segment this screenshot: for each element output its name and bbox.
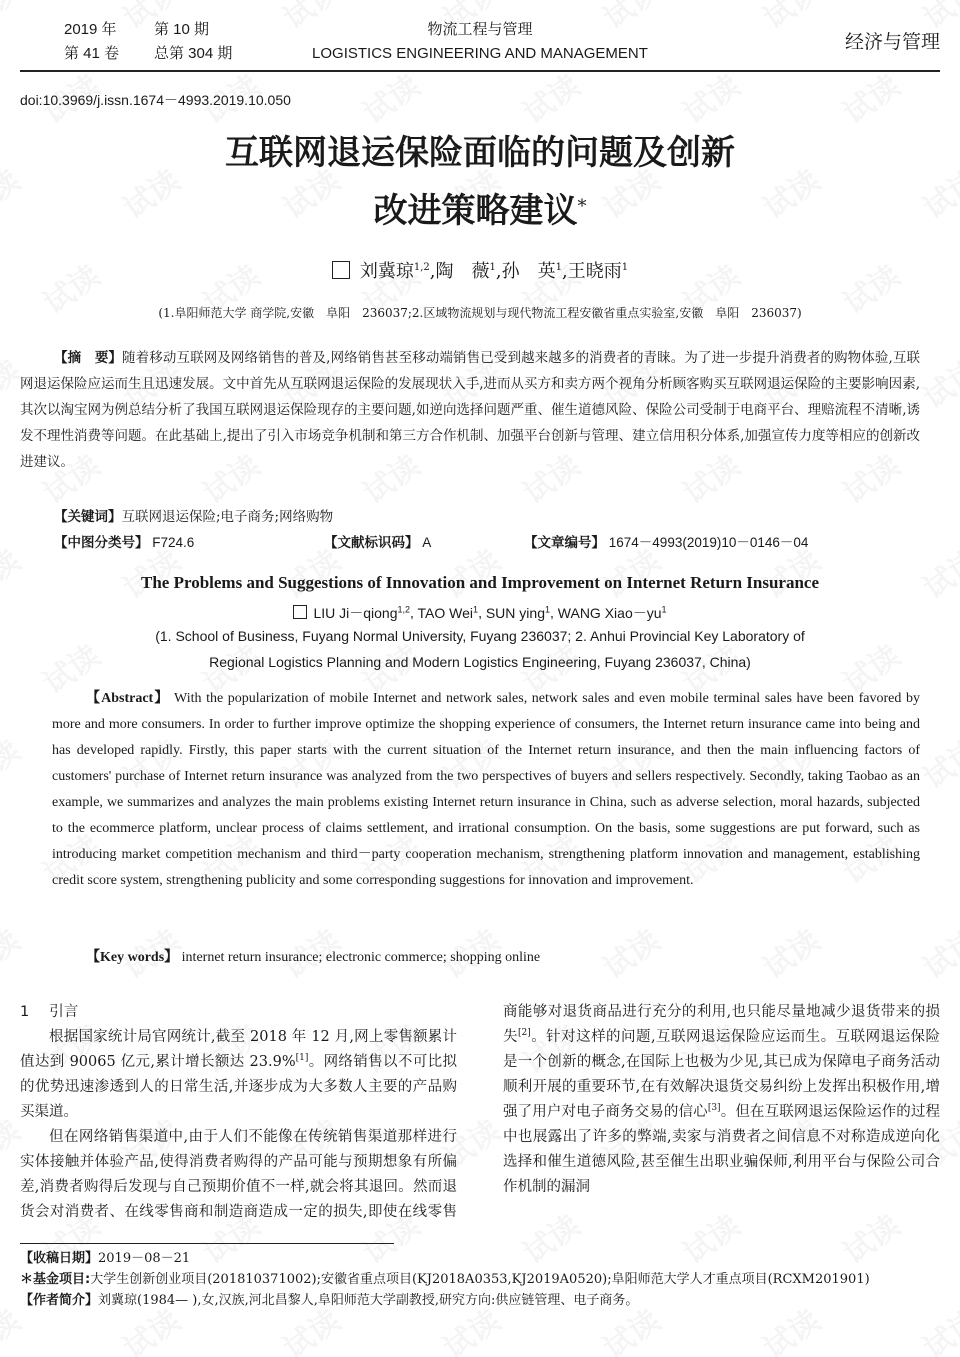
footnotes [20, 1248, 940, 1311]
abstract-cn-label: 【摘 要】 [54, 350, 123, 366]
journal-name-en: LOGISTICS ENGINEERING AND MANAGEMENT [312, 45, 648, 62]
watermark-text [593, 917, 667, 987]
citation[interactable]: [1] [295, 1053, 309, 1064]
affiliation-en-line-2: Regional Logistics Planning and Modern Logistics Engineering, Fuyang 236037, China) [209, 654, 751, 670]
square-icon [293, 605, 307, 619]
title-line-2: 改进策略建议 [373, 191, 578, 231]
citation[interactable]: [3] [707, 1103, 721, 1114]
watermark-text [0, 917, 27, 987]
watermark-text [0, 0, 27, 37]
watermark-text [0, 727, 27, 797]
section-number: 1 [20, 1004, 30, 1020]
section-name: 经济与管理 [844, 31, 940, 53]
author-en: LIU Ji－qiong$^{1,2}$ [313, 604, 411, 621]
author-list-en: LIU Ji－qiong$^{1,2}$, TAO Wei$^1$, SUN ying$^1$, WANG $Xiao-yu^1$ [0, 598, 960, 624]
affiliation: (1.阜阳师范大学 商学院,安徽 阜阳 236037;2.区域物流规划与现代物流工程安徽省重点实验室,安徽 阜阳 236037) [158, 306, 802, 320]
issue-year: 2019 年 [64, 21, 117, 38]
citation[interactable]: [2] [517, 1028, 531, 1039]
abstract-en [52, 686, 920, 894]
watermark-text [353, 62, 427, 132]
received-value: 2019－08－21 [98, 1251, 191, 1266]
affiliation-en [40, 623, 920, 675]
square-icon [332, 261, 350, 279]
issue-number: 第 10 期 [154, 21, 210, 38]
body-paragraph [20, 1025, 457, 1125]
issue-info [64, 18, 232, 66]
author-bio-label: 【作者简介】 [20, 1293, 99, 1308]
keywords-en-label: 【Key words】 [86, 950, 179, 965]
footnote-divider [20, 1243, 394, 1244]
watermark-text [673, 62, 747, 132]
author-en: SUN ying$^1$ [485, 604, 550, 621]
watermark-text [913, 917, 960, 987]
author: 王晓雨$^1$ [567, 261, 629, 282]
abstract-en-label: 【Abstract】 [86, 691, 170, 706]
classification-row [54, 532, 934, 554]
fund-value: 大学生创新创业项目(201810371002);安徽省重点项目(KJ2018A0353,KJ2019A0520);阜阳师范大学人才重点项目(RCXM201901) [90, 1272, 870, 1287]
clc-label: 【中图分类号】 [54, 535, 149, 551]
section-title: 引言 [49, 1004, 79, 1020]
author-bio-value: 刘冀琼(1984— ),女,汉族,河北昌黎人,阜阳师范大学副教授,研究方向:供应链管理、电子商务。 [98, 1293, 639, 1308]
title-line-1: 互联网退运保险面临的问题及创新 [225, 133, 735, 173]
author-en: TAO Wei$^1$ [417, 604, 479, 621]
keywords-en [86, 947, 540, 969]
paragraph-2-text-a: 但在网络销售渠道中,由于人们不能像在传统销售渠道那样进行实体接触并体验产品,使得消费者购得的产品可能与预期想象有所偏差,消费者购得后发现与自己预期价值不一样,就会将其退回。然而退货会对消费者、在线零售商和制造商造成一定的损失,即使在线零售商能够对退货商品进行充分的利用,也只能尽量地减少退货带来的损失 [20, 1004, 940, 1220]
journal-name [270, 18, 690, 66]
article-no-label: 【文章编号】 [524, 535, 605, 551]
keywords-cn [54, 506, 333, 528]
author: 孙 英$^1$ [501, 261, 562, 282]
received-label: 【收稿日期】 [20, 1251, 99, 1266]
affiliation-en-line-1: (1. School of Business, Fuyang Normal University, Fuyang 236037; 2. Anhui Provincial Key Laboratory of [155, 628, 805, 644]
body-columns [20, 1000, 940, 1232]
title-footnote-marker: * [577, 196, 587, 217]
header-divider [20, 70, 940, 72]
abstract-en-text: With the popularization of mobile Internet and network sales, network sales and even mobile terminal sales have been favored by more and more consumers. In order to further improve optimize the shopping experience of consumers, the Internet return insurance came into being and has developed rapidly. Firstly, this paper starts with the current situation of the Internet return insurance, and then the main influencing factors of customers' purchase of Internet return insurance was analyzed from the two perspectives of buyers and sellers respectively. Secondly, taking Taobao as an example, we summarizes and analyzes the main problems existing Internet return insurance in China, such as adverse selection, moral hazards, subjected to the ecommerce platform, unclear process of claims settlement, and irrational consumption. On the basis, some suggestions are put forward, such as introducing market competition mechanism and third－party cooperation mechanism, strengthening platform innovation and management, establishing credit score system, strengthening publicity and some corresponding suggestions for innovation and improvement. [52, 691, 920, 888]
paragraph-2-text-c: 。但在互联网退运保险运作的过程中也展露出了许多的弊端,卖家与消费者之间信息不对称造成逆向化选择和催生道德风险,甚至催生出职业骗保师,利用平台与保险公司合作机制的漏洞 [503, 1104, 940, 1195]
clc-value: F724.6 [152, 535, 195, 550]
volume-number: 第 41 卷 [64, 45, 120, 62]
doc-code-value: A [422, 535, 432, 550]
watermark-text [513, 62, 587, 132]
abstract-cn-text: 随着移动互联网及网络销售的普及,网络销售甚至移动端销售已受到越来越多的消费者的青睐。为了进一步提升消费者的购物体验,互联网退运保险应运而生且迅速发展。文中首先从互联网退运保险的发展现状入手,进而从买方和卖方两个视角分析顾客购买互联网退运保险的主要影响因素,其次以淘宝网为例总结分析了我国互联网退运保险现存的主要问题,如逆向选择问题严重、催生道德风险、保险公司受制于电商平台、理赔流程不清晰,诱发不理性消费等问题。在此基础上,提出了引入市场竞争机制和第三方合作机制、加强平台创新与管理、建立信用积分体系,加强宣传力度等相应的创新改进建议。 [20, 350, 920, 470]
paragraph-1-text-b: 。网络销售以不可比拟的优势迅速渗透到人的日常生活,并逐步成为大多数人主要的产品购买渠道。 [20, 1054, 457, 1120]
paper-title-en: The Problems and Suggestions of Innovation and Improvement on Internet Return Insurance [140, 573, 820, 592]
author: 刘冀琼$^{1,2}$ [359, 261, 430, 282]
total-issue: 总第 304 期 [154, 45, 233, 62]
author-en: WANG $Xiao-yu^1$ [557, 604, 667, 621]
fund-label: ＊基金项目: [20, 1272, 91, 1287]
keywords-cn-text: 互联网退运保险;电子商务;网络购物 [121, 509, 334, 525]
author: 陶 薇$^1$ [435, 261, 496, 282]
paper-title [0, 124, 960, 240]
doc-code-label: 【文献标识码】 [324, 535, 419, 551]
keywords-cn-label: 【关键词】 [54, 509, 122, 525]
keywords-en-text: internet return insurance; electronic commerce; shopping online [181, 950, 541, 965]
doi: doi:10.3969/j.issn.1674－4993.2019.10.050 [20, 92, 291, 108]
author-list: 刘冀琼$^{1,2}$,陶 薇$^1$,孙 英$^1$,王晓雨$^1$ [0, 255, 960, 285]
watermark-text [833, 62, 907, 132]
abstract-cn [20, 345, 920, 475]
section-heading [20, 1000, 457, 1025]
journal-name-cn: 物流工程与管理 [427, 21, 533, 38]
article-no-value: 1674－4993(2019)10－0146－04 [608, 535, 809, 550]
watermark-text [753, 0, 827, 37]
paragraph-2-text-b: 。针对这样的问题,互联网退运保险应运而生。互联网退运保险是一个创新的概念,在国际上也极为少见,其已成为保障电子商务活动顺利开展的重要环节,在有效解决退货交易纠纷上发挥出积极作用,增强了用户对电子商务交易的信心 [503, 1029, 940, 1120]
watermark-text [753, 917, 827, 987]
paragraph-1-text-a: 根据国家统计局官网统计,截至 2018 年 12 月,网上零售额累计值达到 90065 亿元,累计增长额达 23.9% [20, 1029, 457, 1070]
